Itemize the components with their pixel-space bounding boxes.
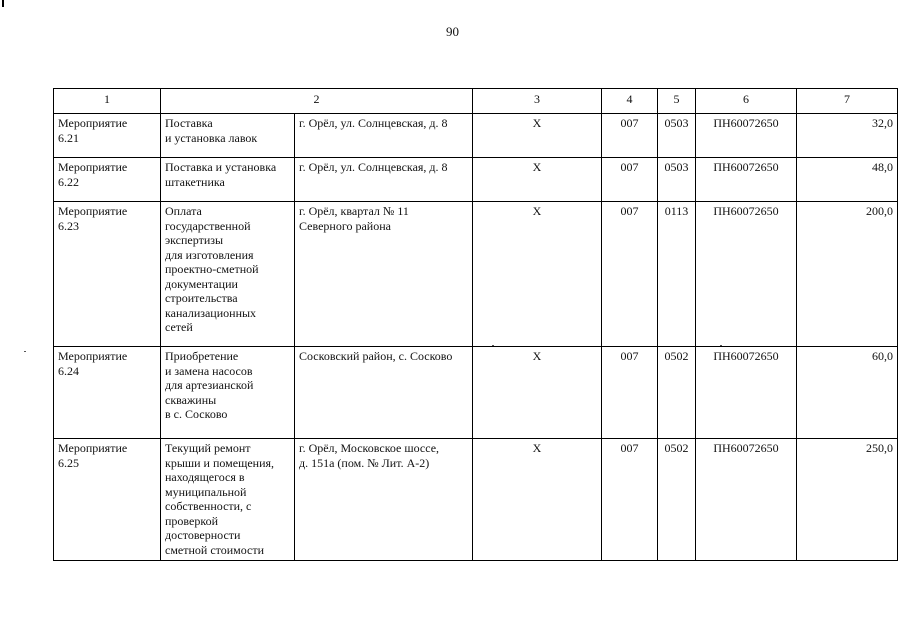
amount-cell: 48,0	[797, 158, 898, 202]
budget-measures-table	[53, 88, 898, 561]
address-cell: г. Орёл, ул. Солнцевская, д. 8	[295, 114, 473, 158]
description-cell: Поставка и установка штакетника	[161, 158, 295, 202]
col5-cell: 0502	[658, 439, 696, 561]
col3-cell: Х	[473, 439, 602, 561]
scan-speck	[720, 345, 722, 346]
table-row	[54, 202, 898, 347]
measure-cell: Мероприятие 6.23	[54, 202, 161, 347]
col4-cell: 007	[602, 202, 658, 347]
header-col-7: 7	[797, 89, 898, 114]
col3-cell: Х	[473, 347, 602, 439]
col3-cell: Х	[473, 158, 602, 202]
description-cell: Приобретение и замена насосов для артезианской скважины в с. Сосково	[161, 347, 295, 439]
col5-cell: 0503	[658, 114, 696, 158]
address-cell: г. Орёл, квартал № 11 Северного района	[295, 202, 473, 347]
description-cell: Оплата государственной экспертизы для изготовления проектно-сметной документации строительства канализационных сетей	[161, 202, 295, 347]
col3-cell: Х	[473, 202, 602, 347]
header-col-5: 5	[658, 89, 696, 114]
address-cell: г. Орёл, ул. Солнцевская, д. 8	[295, 158, 473, 202]
amount-cell: 250,0	[797, 439, 898, 561]
col4-cell: 007	[602, 439, 658, 561]
col6-cell: ПН60072650	[696, 202, 797, 347]
col6-cell: ПН60072650	[696, 347, 797, 439]
scan-speck	[492, 345, 494, 346]
header-col-1: 1	[54, 89, 161, 114]
header-col-4: 4	[602, 89, 658, 114]
header-col-2: 2	[161, 89, 473, 114]
measure-cell: Мероприятие 6.22	[54, 158, 161, 202]
address-cell: Сосковский район, с. Сосково	[295, 347, 473, 439]
table-row	[54, 347, 898, 439]
header-col-3: 3	[473, 89, 602, 114]
col6-cell: ПН60072650	[696, 114, 797, 158]
col4-cell: 007	[602, 158, 658, 202]
measure-cell: Мероприятие 6.24	[54, 347, 161, 439]
header-col-6: 6	[696, 89, 797, 114]
amount-cell: 60,0	[797, 347, 898, 439]
col6-cell: ПН60072650	[696, 439, 797, 561]
measure-cell: Мероприятие 6.25	[54, 439, 161, 561]
description-cell: Поставка и установка лавок	[161, 114, 295, 158]
measure-cell: Мероприятие 6.21	[54, 114, 161, 158]
scan-corner-mark	[2, 0, 4, 7]
table-row	[54, 439, 898, 561]
col6-cell: ПН60072650	[696, 158, 797, 202]
amount-cell: 200,0	[797, 202, 898, 347]
col5-cell: 0503	[658, 158, 696, 202]
table-row	[54, 158, 898, 202]
table-row	[54, 114, 898, 158]
amount-cell: 32,0	[797, 114, 898, 158]
col4-cell: 007	[602, 347, 658, 439]
description-cell: Текущий ремонт крыши и помещения, находящегося в муниципальной собственности, с проверкой достоверности сметной стоимости	[161, 439, 295, 561]
scan-speck	[24, 351, 26, 352]
col3-cell: Х	[473, 114, 602, 158]
table-header-row	[54, 89, 898, 114]
col4-cell: 007	[602, 114, 658, 158]
col5-cell: 0502	[658, 347, 696, 439]
address-cell: г. Орёл, Московское шоссе, д. 151а (пом. № Лит. А-2)	[295, 439, 473, 561]
page-number: 90	[446, 24, 459, 39]
col5-cell: 0113	[658, 202, 696, 347]
